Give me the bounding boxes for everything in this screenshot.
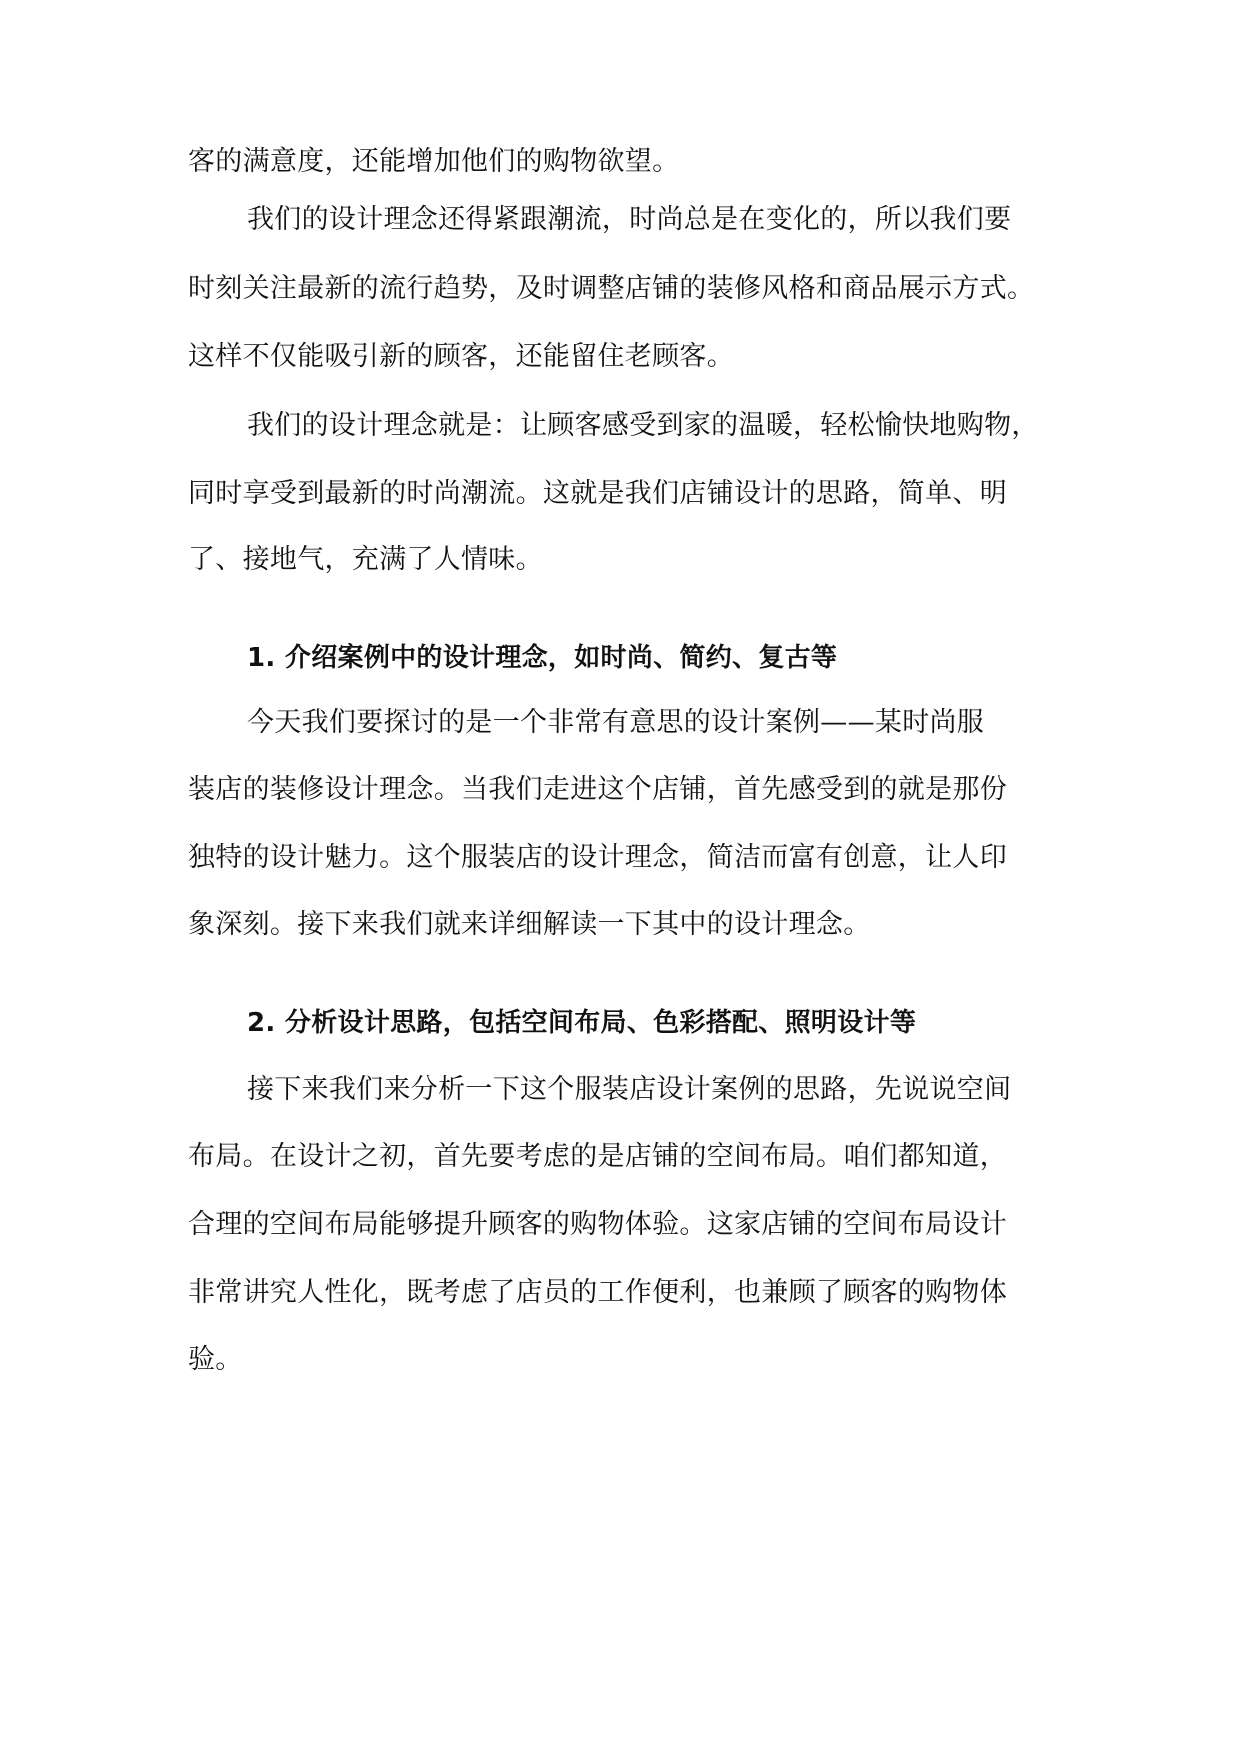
paragraph-line: 验。	[188, 1344, 243, 1375]
paragraph-line: 接下来我们来分析一下这个服装店设计案例的思路，先说说空间	[247, 1074, 1012, 1105]
paragraph-line: 我们的设计理念还得紧跟潮流，时尚总是在变化的，所以我们要	[247, 204, 1012, 235]
paragraph-line: 同时享受到最新的时尚潮流。这就是我们店铺设计的思路，简单、明	[188, 478, 1007, 509]
section-heading-1: 1. 介绍案例中的设计理念，如时尚、简约、复古等	[247, 643, 838, 673]
paragraph-line: 独特的设计魅力。这个服装店的设计理念，简洁而富有创意，让人印	[188, 842, 1007, 873]
paragraph-line: 今天我们要探讨的是一个非常有意思的设计案例——某时尚服	[247, 707, 985, 738]
paragraph-line: 这样不仅能吸引新的顾客，还能留住老顾客。	[188, 341, 734, 372]
paragraph-line: 布局。在设计之初，首先要考虑的是店铺的空间布局。咱们都知道，	[188, 1141, 1007, 1172]
paragraph-line: 了、接地气，充满了人情味。	[188, 544, 543, 575]
paragraph-line: 我们的设计理念就是：让顾客感受到家的温暖，轻松愉快地购物，	[247, 410, 1039, 441]
paragraph-line: 合理的空间布局能够提升顾客的购物体验。这家店铺的空间布局设计	[188, 1209, 1007, 1240]
paragraph-line: 装店的装修设计理念。当我们走进这个店铺，首先感受到的就是那份	[188, 774, 1007, 805]
paragraph-line: 象深刻。接下来我们就来详细解读一下其中的设计理念。	[188, 909, 871, 940]
section-heading-2: 2. 分析设计思路，包括空间布局、色彩搭配、照明设计等	[247, 1008, 917, 1038]
paragraph-line: 非常讲究人性化，既考虑了店员的工作便利，也兼顾了顾客的购物体	[188, 1277, 1007, 1308]
paragraph-line: 时刻关注最新的流行趋势，及时调整店铺的装修风格和商品展示方式。	[188, 273, 1035, 304]
paragraph-line: 客的满意度，还能增加他们的购物欲望。	[188, 146, 680, 177]
